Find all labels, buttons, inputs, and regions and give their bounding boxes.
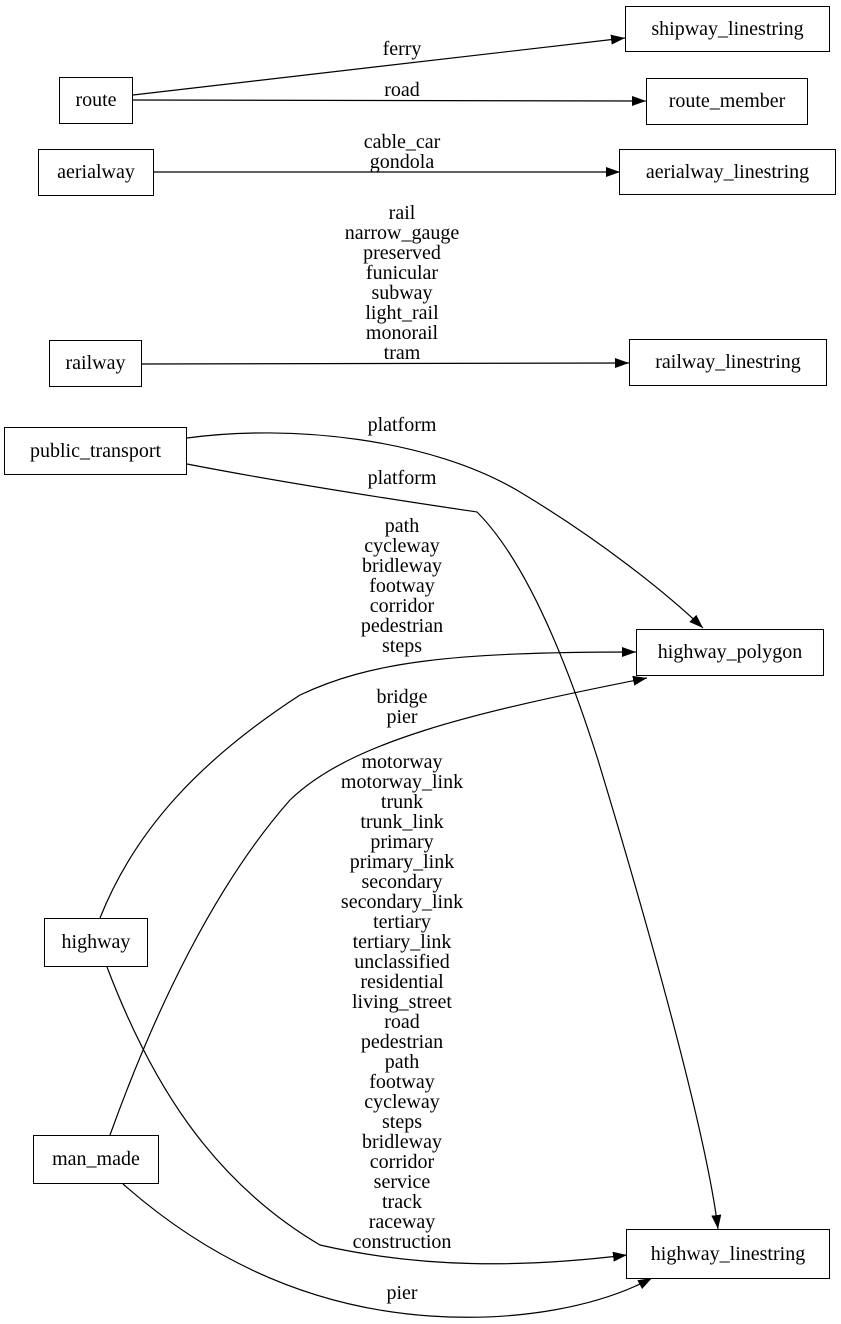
edge-label-line: rail bbox=[388, 202, 416, 224]
node-man_made bbox=[33, 1135, 159, 1184]
edge-label-line: steps bbox=[382, 1111, 422, 1133]
edge-label-line: corridor bbox=[369, 595, 435, 617]
node-railway_linestring bbox=[629, 339, 827, 386]
node-label: aerialway bbox=[57, 161, 135, 183]
edge-label-line: gondola bbox=[369, 151, 435, 173]
edge-label-highway-polygon-values bbox=[361, 516, 443, 656]
node-public_transport bbox=[4, 427, 187, 475]
edge-label-line: bridge bbox=[376, 686, 428, 708]
node-route bbox=[59, 77, 133, 124]
node-highway_polygon bbox=[636, 629, 824, 676]
edge-label-line: pier bbox=[386, 706, 418, 728]
edge-label-line: motorway bbox=[361, 751, 443, 773]
node-route_member bbox=[646, 78, 808, 125]
node-aerialway_linestring bbox=[619, 149, 836, 195]
edge-label-line: raceway bbox=[368, 1211, 436, 1233]
edge-label-line: primary_link bbox=[349, 851, 455, 873]
edge-label-line: narrow_gauge bbox=[344, 222, 460, 244]
edge-label-line: ferry bbox=[382, 38, 422, 60]
edge-label-pier bbox=[386, 1283, 417, 1303]
edge-label-line: light_rail bbox=[365, 302, 439, 324]
edge-label-line: platform bbox=[367, 467, 437, 489]
edge-label-platform-polygon bbox=[368, 415, 437, 435]
edge-label-line: path bbox=[384, 1051, 420, 1073]
node-label: aerialway_linestring bbox=[645, 160, 810, 183]
edge-label-line: tertiary_link bbox=[352, 931, 452, 953]
edge-label-ferry bbox=[383, 39, 422, 59]
edge-label-line: bridleway bbox=[362, 555, 442, 577]
edge-label-line: funicular bbox=[365, 262, 439, 284]
edge-label-line: cable_car bbox=[363, 131, 441, 153]
edge-label-line: subway bbox=[371, 282, 433, 304]
edge-label-line: secondary bbox=[361, 871, 443, 893]
node-label: route_member bbox=[668, 90, 786, 112]
edge-label-road bbox=[384, 80, 420, 100]
node-shipway_linestring bbox=[625, 6, 830, 52]
edge-label-line: trunk_link bbox=[360, 811, 444, 833]
node-label: route bbox=[75, 89, 117, 111]
edge-label-line: road bbox=[384, 79, 420, 101]
edge-label-line: pier bbox=[386, 1282, 418, 1304]
edge-label-line: pedestrian bbox=[360, 1031, 444, 1053]
edge-label-line: motorway_link bbox=[340, 771, 464, 793]
edge-label-line: bridleway bbox=[362, 1131, 442, 1153]
node-label: highway_polygon bbox=[657, 641, 803, 663]
edge-label-line: footway bbox=[369, 575, 435, 597]
edge-label-line: tram bbox=[383, 342, 421, 364]
edge-label-line: trunk bbox=[380, 791, 424, 813]
edge-label-line: monorail bbox=[365, 322, 439, 344]
edge-label-line: corridor bbox=[369, 1151, 435, 1173]
node-railway bbox=[49, 340, 142, 387]
edge-label-line: pedestrian bbox=[360, 615, 444, 637]
edge-label-line: track bbox=[382, 1191, 422, 1213]
edge-label-platform-linestring bbox=[368, 468, 437, 488]
edge-label-cable_car-gondola bbox=[364, 132, 441, 172]
edge-label-line: platform bbox=[367, 414, 437, 436]
edge-label-line: secondary_link bbox=[340, 891, 464, 913]
edge-route-shipway_linestring bbox=[133, 38, 625, 95]
edge-label-highway-linestring-values bbox=[341, 752, 463, 1252]
node-label: railway_linestring bbox=[655, 351, 801, 373]
edge-label-line: tertiary bbox=[373, 911, 431, 933]
edge-label-line: preserved bbox=[363, 242, 441, 264]
edge-label-railway-values bbox=[345, 203, 459, 363]
edge-label-line: service bbox=[373, 1171, 431, 1193]
node-label: public_transport bbox=[29, 439, 162, 462]
edge-label-line: cycleway bbox=[364, 1091, 440, 1113]
edge-label-line: unclassified bbox=[354, 951, 450, 973]
edge-label-line: construction bbox=[352, 1231, 452, 1253]
node-label: railway bbox=[65, 352, 126, 374]
edge-label-line: residential bbox=[360, 971, 444, 993]
edge-label-line: path bbox=[384, 515, 420, 537]
edge-public_transport-highway_polygon bbox=[187, 433, 703, 628]
node-highway bbox=[44, 918, 148, 967]
node-label: highway_linestring bbox=[650, 1242, 806, 1265]
node-aerialway bbox=[38, 149, 154, 196]
edge-label-line: road bbox=[384, 1011, 420, 1033]
node-label: highway bbox=[61, 931, 131, 953]
edge-label-line: living_street bbox=[352, 991, 452, 1013]
edge-label-line: steps bbox=[382, 635, 422, 657]
node-label: man_made bbox=[52, 1148, 140, 1170]
node-highway_linestring bbox=[626, 1229, 830, 1279]
edge-label-bridge-pier bbox=[376, 687, 427, 727]
edge-label-line: footway bbox=[369, 1071, 435, 1093]
edge-label-line: primary bbox=[370, 831, 434, 853]
edge-label-line: cycleway bbox=[364, 535, 440, 557]
node-label: shipway_linestring bbox=[651, 17, 804, 40]
